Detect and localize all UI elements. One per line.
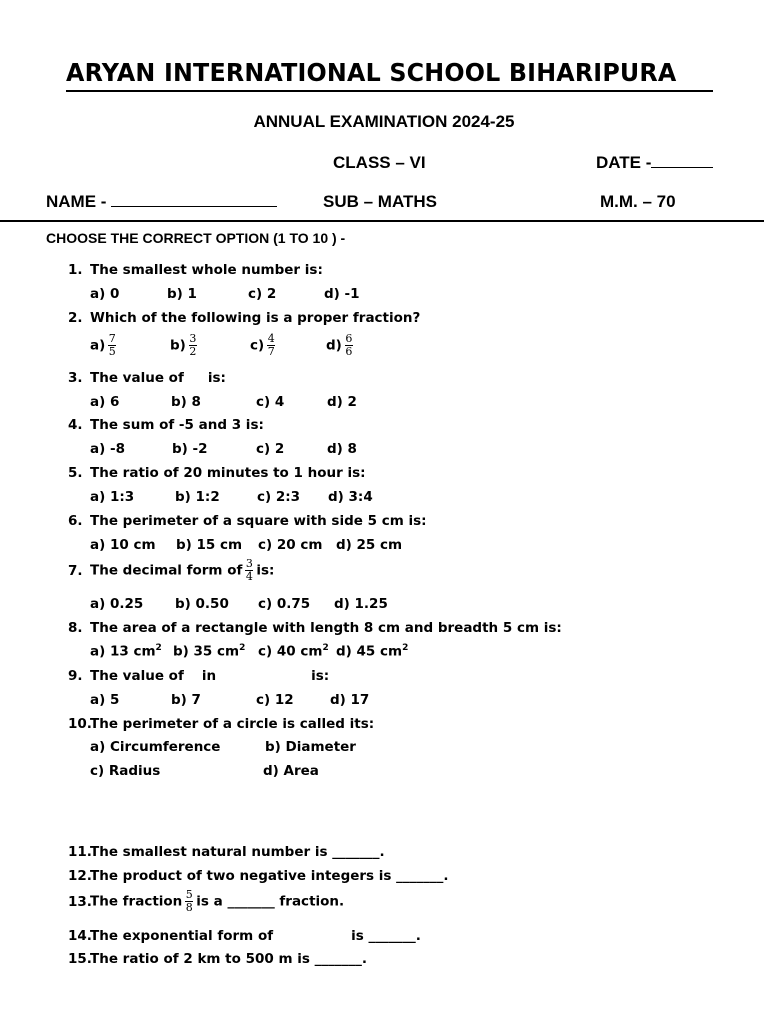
question-text: The perimeter of a square with side 5 cm is: <box>90 513 427 529</box>
option-d <box>326 333 356 358</box>
name-field <box>46 192 277 212</box>
question-text-a: The value of <box>90 370 184 386</box>
question-6 <box>68 513 427 529</box>
question-7 <box>68 558 274 583</box>
question-text: The area of a rectangle with length 8 cm and breadth 5 cm is: <box>90 620 562 636</box>
option-d: d) 2 <box>327 394 357 410</box>
option-text: d) 45 cm <box>336 643 403 660</box>
option-b <box>173 643 245 660</box>
option-d: d) 3:4 <box>328 489 373 505</box>
numerator: 6 <box>345 332 353 345</box>
blank-11 <box>68 844 385 860</box>
date-blank <box>651 167 713 168</box>
item-text: The ratio of 2 km to 500 m is _______. <box>90 951 368 967</box>
fraction <box>189 333 197 358</box>
option-a: a) Circumference <box>90 739 221 755</box>
squared-exponent: 2 <box>155 643 162 653</box>
squared-exponent: 2 <box>322 643 329 653</box>
question-number: 8. <box>68 620 83 636</box>
question-number: 2. <box>68 310 83 326</box>
option-b: b) Diameter <box>265 739 356 755</box>
denominator: 4 <box>245 570 253 583</box>
question-number: 6. <box>68 513 83 529</box>
option-d: d) 8 <box>327 441 357 457</box>
question-number: 9. <box>68 668 83 684</box>
blank-15 <box>68 951 367 967</box>
option-a: a) 10 cm <box>90 537 156 553</box>
denominator: 2 <box>189 345 197 358</box>
numerator: 7 <box>108 332 116 345</box>
question-text-b: in <box>201 668 217 684</box>
option-text: a) 13 cm <box>90 643 156 660</box>
item-text: The smallest natural number is _______. <box>90 844 385 860</box>
question-3 <box>68 370 226 386</box>
item-number: 13. <box>68 893 92 910</box>
date-label: DATE - <box>596 153 652 172</box>
fraction <box>108 333 116 358</box>
option-label: c) <box>250 337 265 354</box>
denominator: 6 <box>345 345 353 358</box>
question-text: The ratio of 20 minutes to 1 hour is: <box>90 465 366 481</box>
option-c: c) 2 <box>256 441 285 457</box>
option-c <box>258 643 329 660</box>
option-d: d) 25 cm <box>336 537 403 553</box>
option-d: d) Area <box>263 763 319 779</box>
option-c: c) 4 <box>256 394 285 410</box>
question-text-c: is: <box>311 668 330 684</box>
option-a: a) 5 <box>90 692 120 708</box>
question-4 <box>68 417 264 433</box>
question-text-b: is: <box>256 562 275 579</box>
option-b: b) 8 <box>171 394 201 410</box>
numerator: 4 <box>267 332 275 345</box>
numerator: 3 <box>189 332 197 345</box>
header-divider <box>0 220 764 222</box>
option-d: d) -1 <box>324 286 360 302</box>
exam-title: ANNUAL EXAMINATION 2024-25 <box>253 112 515 131</box>
question-9 <box>68 668 329 684</box>
option-b: b) 7 <box>171 692 201 708</box>
question-number: 4. <box>68 417 83 433</box>
option-b <box>170 333 200 358</box>
option-c: c) 0.75 <box>258 596 311 612</box>
blank-14 <box>68 928 421 944</box>
section-a-heading: CHOOSE THE CORRECT OPTION (1 TO 10 ) - <box>46 230 346 246</box>
question-text: Which of the following is a proper fraction? <box>90 310 421 326</box>
item-text-b: is a _______ fraction. <box>196 893 345 910</box>
option-a: a) 0.25 <box>90 596 144 612</box>
question-10 <box>68 716 374 732</box>
option-a: a) 0 <box>90 286 120 302</box>
option-b: b) 1:2 <box>175 489 220 505</box>
question-number: 5. <box>68 465 83 481</box>
item-text-a: The fraction <box>90 893 183 910</box>
option-b: b) 0.50 <box>175 596 229 612</box>
question-text: The perimeter of a circle is called its: <box>90 716 375 732</box>
option-d <box>336 643 408 660</box>
item-text: The product of two negative integers is _______. <box>90 868 449 884</box>
item-text-a: The exponential form of <box>90 928 274 944</box>
subject-label: SUB – MATHS <box>323 192 437 211</box>
option-a: a) -8 <box>90 441 125 457</box>
option-text: c) 40 cm <box>258 643 323 660</box>
option-label: d) <box>326 337 342 354</box>
option-a: a) 6 <box>90 394 120 410</box>
item-number: 12. <box>68 868 92 884</box>
item-number: 14. <box>68 928 92 944</box>
max-marks-label: M.M. – 70 <box>600 192 676 211</box>
option-label: b) <box>170 337 186 354</box>
date-field <box>596 153 713 173</box>
question-number: 3. <box>68 370 83 386</box>
option-c: c) Radius <box>90 763 161 779</box>
fraction <box>345 333 353 358</box>
numerator: 5 <box>185 888 193 901</box>
item-number: 11. <box>68 844 92 860</box>
squared-exponent: 2 <box>402 643 409 653</box>
option-c: c) 20 cm <box>258 537 323 553</box>
question-text-a: The value of <box>90 668 184 684</box>
school-name: ARYAN INTERNATIONAL SCHOOL BIHARIPURA <box>66 58 677 87</box>
class-label: CLASS – VI <box>333 153 426 172</box>
question-8 <box>68 620 562 636</box>
question-1 <box>68 262 323 278</box>
option-label: a) <box>90 337 106 354</box>
question-number: 1. <box>68 262 83 278</box>
option-text: b) 35 cm <box>173 643 240 660</box>
fraction <box>267 333 275 358</box>
item-number: 15. <box>68 951 92 967</box>
option-a: a) 1:3 <box>90 489 135 505</box>
question-text: The sum of -5 and 3 is: <box>90 417 264 433</box>
blank-12 <box>68 868 449 884</box>
school-name-underline <box>66 90 713 92</box>
fraction <box>245 558 253 583</box>
denominator: 5 <box>108 345 116 358</box>
blank-13 <box>68 889 344 914</box>
question-2 <box>68 310 420 326</box>
option-c: c) 2 <box>248 286 277 302</box>
question-number: 10. <box>68 716 92 732</box>
option-b: b) 1 <box>167 286 197 302</box>
option-b: b) -2 <box>172 441 208 457</box>
option-c: c) 12 <box>256 692 294 708</box>
item-text-b: is _______. <box>351 928 421 944</box>
question-number: 7. <box>68 562 83 579</box>
option-b: b) 15 cm <box>176 537 243 553</box>
denominator: 8 <box>185 901 193 914</box>
name-label: NAME - <box>46 192 107 211</box>
question-5 <box>68 465 366 481</box>
denominator: 7 <box>267 345 275 358</box>
squared-exponent: 2 <box>239 643 246 653</box>
option-d: d) 17 <box>330 692 370 708</box>
name-blank <box>111 206 277 207</box>
question-text-b: is: <box>207 370 226 386</box>
option-a <box>90 643 162 660</box>
option-d: d) 1.25 <box>334 596 388 612</box>
numerator: 3 <box>245 557 253 570</box>
option-a <box>90 333 119 358</box>
option-c: c) 2:3 <box>257 489 301 505</box>
question-text: The smallest whole number is: <box>90 262 323 278</box>
option-c <box>250 333 278 358</box>
question-text-a: The decimal form of <box>90 562 243 579</box>
fraction <box>185 889 193 914</box>
